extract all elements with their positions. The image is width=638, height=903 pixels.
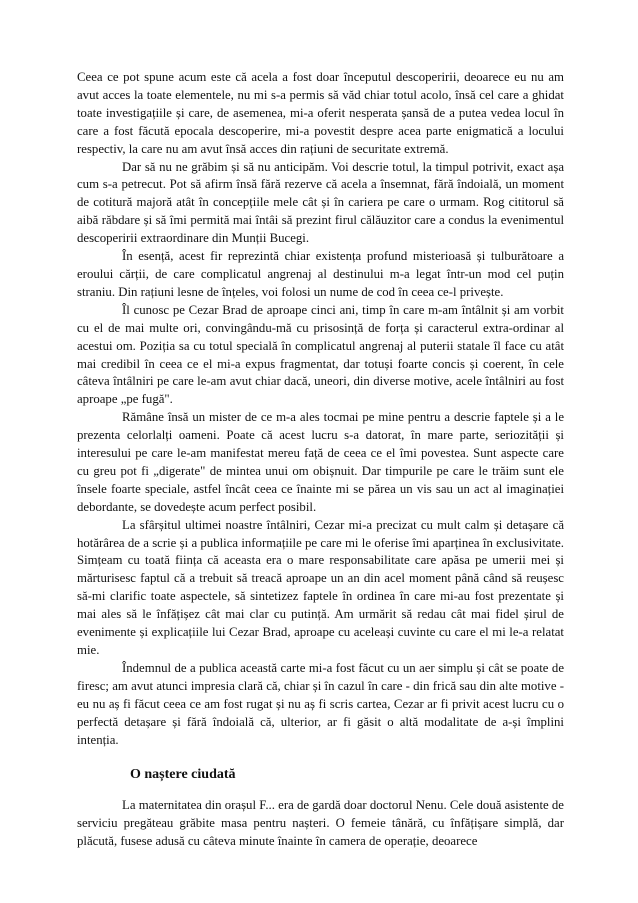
chapter-paragraph: La maternitatea din orașul F... era de gardă doar doctorul Nenu. Cele două asistente de serviciu pregăteau grăbite masa pentru nașteri. O femeie tânără, cu înfățișare simplă, dar plăcută, fusese adusă cu câteva minute înainte în camera de operație, deoarece — [77, 798, 564, 848]
paragraph-2: Dar să nu ne grăbim și să nu anticipăm. Voi descrie totul, la timpul potrivit, exact așa cum s-a petrecut. Pot să afirm însă fără rezerve că acela a însemnat, fără îndoială, un moment de cotitură majoră atât în concepțiile mele cât și în cariera pe care o urmam. Rog cititorul să aibă răbdare și să îmi permită mai întâi să prezint firul călăuzitor care a condus la evenimentul descoperirii extraordinare din Munții Bucegi. — [77, 159, 564, 246]
chapter-section — [77, 766, 564, 851]
paragraph-5: Rămâne însă un mister de ce m-a ales tocmai pe mine pentru a descrie faptele și a le prezenta celorlalți oameni. Poate că acest lucru s-a datorat, în mare parte, seriozității și interesului pe care le-am manifestat mereu față de ceea ce el îmi povestea. Sunt aspecte care cu greu pot fi „digerate" de mintea unui om obișnuit. Dar timpurile pe care le trăim sunt ele însele foarte speciale, astfel încât ceea ce înainte mi se părea un vis sau un act al imaginației debordante, se dovedește acum perfect posibil. — [77, 410, 564, 514]
paragraph-7: Îndemnul de a publica această carte mi-a fost făcut cu un aer simplu și cât se poate de firesc; am avut atunci impresia clară că, chiar și în cazul în care - din frică sau din alte motive - eu nu aș fi făcut ceea ce am fost rugat și nu aș fi scris cartea, Cezar ar fi privit acest lucru cu o perfectă detașare și fără îndoială că, ulterior, ar fi găsit o altă modalitate de a-și împlini intenția. — [77, 660, 564, 747]
paragraph-4: Îl cunosc pe Cezar Brad de aproape cinci ani, timp în care m-am întâlnit și am vorbit cu el de mai multe ori, convingându-mă cu prisosință de forța și caracterul extra-ordinar al acestui om. Poziția sa cu totul specială în complicatul angrenaj al puterii statale îl face cu atât mai credibil în ceea ce el mi-a expus fragmentat, dar totuși foarte concis și coerent, în cele câteva întâlniri pe care le-am avut chiar dacă, uneori, din diverse motive, acele întâlniri au fost aproape „pe fugă". — [77, 302, 564, 407]
chapter-title: O naștere ciudată — [130, 767, 236, 782]
paragraph-3: În esență, acest fir reprezintă chiar existența profund misterioasă și tulburătoare a eroului cărții, de care complicatul angrenaj al destinului m-a legat într-un mod cel puțin straniu. Din rațiuni lesne de înțeles, voi folosi un nume de cod în ceea ce-l privește. — [77, 249, 564, 299]
paragraph-6: La sfârșitul ultimei noastre întâlniri, Cezar mi-a precizat cu mult calm și detașare că hotărârea de a scrie și a publica informațiile pe care mi le oferise îmi aparținea în exclusivitate. Simțeam cu toată ființa că aceasta era o mare responsabilitate care apăsa pe umerii mei și mărturisesc faptul că a trebuit să treacă aproape un an din acel moment până când să reușesc să-mi clarific toate aspectele, să sintetizez faptele în ordinea în care mi-au fost prezentate și mai ales să le înfățișez cât mai clar cu putință. Am urmărit să redau cât mai fidel șirul de evenimente și explicațiile lui Cezar Brad, aproape cu aceleași cuvinte cu care el mi le-a relatat mie. — [77, 517, 564, 657]
body-text — [77, 69, 564, 749]
paragraph-1: Ceea ce pot spune acum este că acela a fost doar începutul descoperirii, deoarece eu nu am avut acces la toate elementele, nu mi s-a permis să văd chiar totul acolo, însă cel care a ghidat toate investigațiile și care, de asemenea, mi-a oferit nesperata șansă de a putea vedea locul în care a fost făcută epocala descoperire, mi-a povestit despre acea parte enigmatică a locului respectiv, la care nu am avut însă acces din rațiuni de securitate extremă. — [77, 70, 564, 156]
